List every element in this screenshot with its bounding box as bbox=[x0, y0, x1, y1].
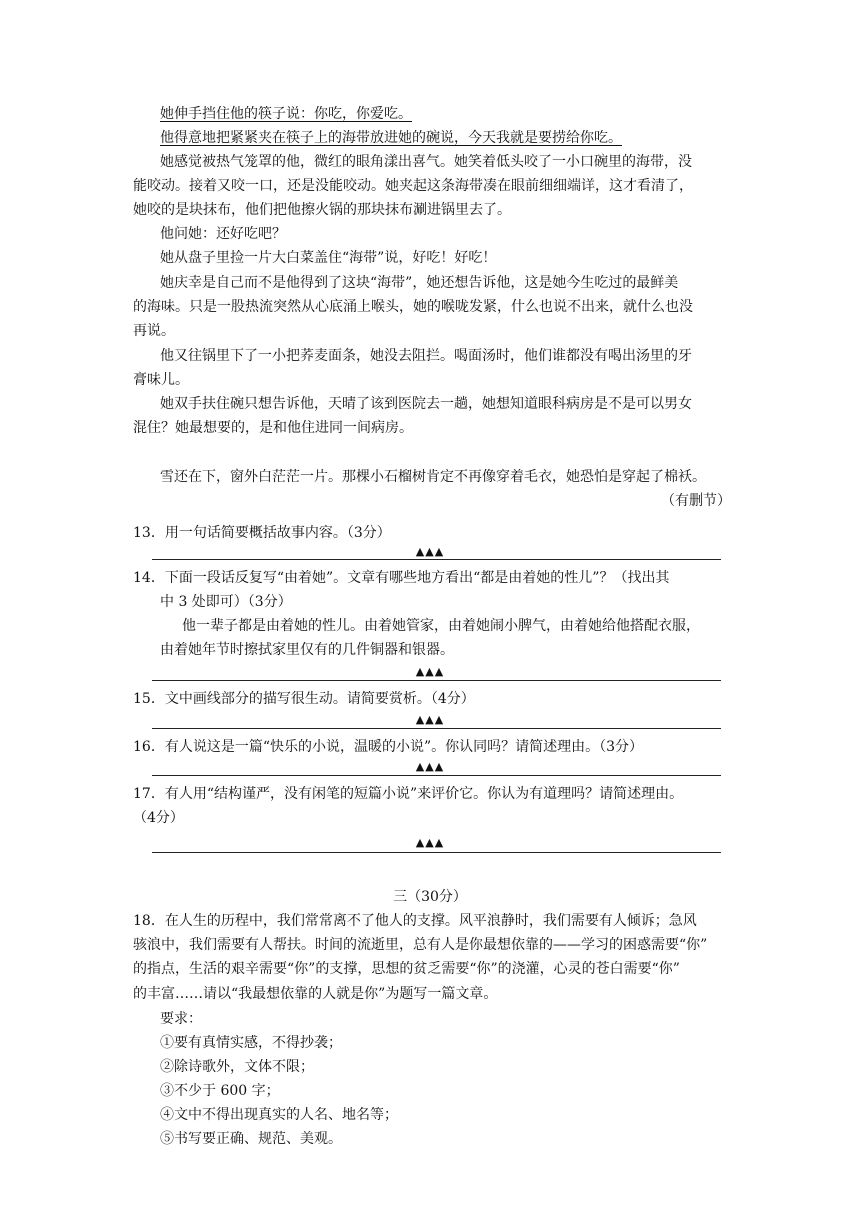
requirement-item: ②除诗歌外，文体不限； bbox=[160, 1059, 314, 1075]
story-paragraph: 他问她：还好吃吧？ bbox=[160, 226, 286, 242]
question-14-quote: 由着她年节时擦拭家里仅有的几件铜器和银器。 bbox=[160, 642, 454, 658]
question-15: 15．文中画线部分的描写很生动。请简要赏析。（4分） bbox=[133, 691, 475, 707]
question-13: 13．用一句话简要概括故事内容。（3分） bbox=[133, 525, 391, 541]
story-paragraph: 她庆幸是自己而不是他得到了这块“海带”，她还想告诉他，这是她今生吃过的最鲜美 bbox=[160, 275, 679, 291]
answer-line bbox=[152, 680, 721, 681]
answer-line bbox=[152, 852, 721, 853]
requirements-title: 要求： bbox=[160, 1011, 202, 1027]
story-paragraph: 她双手扶住碗只想告诉他，天晴了该到医院去一趟，她想知道眼科病房是不是可以男女 bbox=[160, 396, 692, 412]
underlined-sentence-1: 她伸手挡住他的筷子说：你吃，你爱吃。 bbox=[160, 106, 412, 122]
abridged-note: （有删节） bbox=[661, 493, 731, 509]
requirement-item: ⑤书写要正确、规范、美观。 bbox=[160, 1131, 342, 1147]
story-ending: 雪还在下，窗外白茫茫一片。那棵小石榴树肯定不再像穿着毛衣，她恐怕是穿起了棉袄。 bbox=[160, 469, 706, 485]
question-18: 的指点，生活的艰辛需要“你”的支撑，思想的贫乏需要“你”的浇灌，心灵的苍白需要“你” bbox=[133, 961, 680, 977]
question-14-cont: 中 3 处即可）（3分） bbox=[160, 594, 292, 610]
answer-line bbox=[152, 775, 721, 776]
story-paragraph: 她感觉被热气笼罩的他，微红的眼角漾出喜气。她笑着低头咬了一小口碗里的海带，没 bbox=[160, 154, 692, 170]
story-paragraph: 混住？她最想要的，是和他住进同一间病房。 bbox=[133, 420, 413, 436]
answer-mark: ▲▲▲ bbox=[415, 713, 445, 726]
underlined-sentence-2: 他得意地把紧紧夹在筷子上的海带放进她的碗说，今天我就是要捞给你吃。 bbox=[160, 130, 622, 146]
story-paragraph: 的海味。只是一股热流突然从心底涌上喉头，她的喉咙发紧，什么也说不出来，就什么也没 bbox=[133, 299, 693, 315]
answer-mark: ▲▲▲ bbox=[415, 665, 445, 678]
question-14-quote: 他一辈子都是由着她的性儿。由着她管家，由着她闹小脾气，由着她给他搭配衣服， bbox=[182, 618, 700, 634]
requirement-item: ①要有真情实感，不得抄袭； bbox=[160, 1035, 342, 1051]
question-18: 的丰富……请以“我最想依靠的人就是你”为题写一篇文章。 bbox=[133, 986, 498, 1002]
story-paragraph: 她从盘子里捡一片大白菜盖住“海带”说，好吃！好吃！ bbox=[160, 250, 497, 266]
story-paragraph: 他又往锅里下了一小把荞麦面条，她没去阻拦。喝面汤时，他们谁都没有喝出汤里的牙 bbox=[160, 348, 692, 364]
answer-mark: ▲▲▲ bbox=[415, 545, 445, 558]
story-paragraph: 能咬动。接着又咬一口，还是没能咬动。她夹起这条海带凑在眼前细细端详，这才看清了， bbox=[133, 178, 693, 194]
question-17-cont: （4分） bbox=[133, 810, 184, 826]
question-18: 骇浪中，我们需要有人帮扶。时间的流逝里，总有人是你最想依靠的——学习的困惑需要“你” bbox=[133, 937, 708, 953]
story-paragraph: 再说。 bbox=[133, 323, 175, 339]
answer-mark: ▲▲▲ bbox=[415, 760, 445, 773]
section-3-title: 三（30分） bbox=[393, 889, 467, 905]
question-14: 14．下面一段话反复写“由着她”。文章有哪些地方看出“都是由着她的性儿”？（找出其 bbox=[133, 570, 670, 586]
requirement-item: ④文中不得出现真实的人名、地名等； bbox=[160, 1107, 398, 1123]
question-17: 17．有人用“结构谨严，没有闲笔的短篇小说”来评价它。你认为有道理吗？请简述理由。 bbox=[133, 786, 684, 802]
answer-line bbox=[152, 559, 721, 560]
answer-mark: ▲▲▲ bbox=[415, 836, 445, 849]
question-16: 16．有人说这是一篇“快乐的小说，温暖的小说”。你认同吗？请简述理由。（3分） bbox=[133, 739, 644, 755]
answer-line bbox=[152, 728, 721, 729]
requirement-item: ③不少于 600 字； bbox=[160, 1083, 280, 1099]
question-18: 18．在人生的历程中，我们常常离不了他人的支撑。风平浪静时，我们需要有人倾诉；急风 bbox=[133, 913, 697, 929]
story-paragraph: 膏味儿。 bbox=[133, 372, 189, 388]
story-paragraph: 她咬的是块抹布，他们把他擦火锅的那块抹布涮进锅里去了。 bbox=[133, 202, 511, 218]
